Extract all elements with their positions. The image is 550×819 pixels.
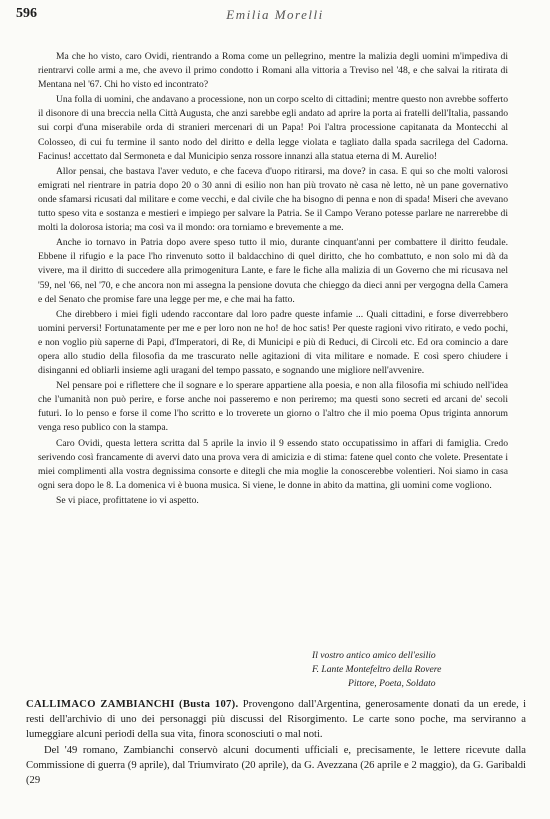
signature-titles: Pittore, Poeta, Soldato xyxy=(348,678,436,690)
letter-paragraph: Anche io tornavo in Patria dopo avere speso tutto il mio, durante cinquant'anni per combattere il diritto feudale. Ebbene il rifugio e la pace l'ho rinvenuto sotto il baldacchino di quel diritto, che ho combattuto, e non solo mi dà da vivere, ma il diritto di succedere alla primogenitura Lante, e fare le fiche alla malizia di un Governo che mi ricusava nel '59, nel '66, nel '70, e che ancora non mi assegna la pensione dovuta che chieggo da dieci anni per vergogna della Camera e del Senato che promise fare una legge per me, e che mai ha fatto. xyxy=(38,237,508,305)
letter-paragraph: Se vi piace, profittatene io vi aspetto. xyxy=(56,494,199,506)
letter-paragraph: Che direbbero i miei figli udendo raccontare dal loro padre queste infamie ... Quali cittadini, e forse diverrebbero uomini perversi! Fortunatamente per me e per loro non ne ho! de hoc satis! Per queste ragioni vivo ritirato, e vedo pochi, e non voglio più saperne di Papi, d'Imperatori, di Re, di Municipi e più di Reduci, di Circoli etc. Ed ora comincio a dare opera allo studio della filosofia da me trascurato nelle agitazioni di vita militare e nomade. E così spero chiudere i disinganni ed obliarli insieme agli uragani del tempo passato, e sognando une migliore nell'avvenire. xyxy=(38,308,508,377)
letter-paragraph: Una folla di uomini, che andavano a processione, non un corpo scelto di cittadini; mentre questo non avrebbe sofferto il disonore di una breccia nella Città Augusta, che anzi sarebbe egli andato ad aprire la porta ai fratelli dell'Italia, passando sui corpi d'una miserabile orda di stranieri mercenari di un Papa! Poi l'altra processione capitanata da Montecchi al Colosseo, di cui fu termine il santo nodo del diritto e della legge violata e tagliato dalla spada sacrilega del Cadorna. Facinus! accettato dal Sermoneta e dal Municipio senza rossore innanzi alla statua eterna di M. Aurelio! xyxy=(38,94,508,162)
section-busta: (Busta 107). xyxy=(179,699,239,710)
letter-paragraph: Allor pensai, che bastava l'aver veduto, e che faceva d'uopo ritirarsi, ma dove? in casa. E qui so che molti valorosi emigrati nel rientrare in patria dopo 20 o 30 anni di esilio non han più trovato nè casa nè letto, nè un pane governativo onde sfamarsi ricusati dal militare e come vecchi, e dal civile che ha bisogno di penna e non di spada! Miseri che avevano tutto speso vita e sostanza e mestieri e impiego per salvare la Patria. Se il Campo Verano potesse parlare ne narrerebbe di molti la dolorosa istoria; ma così va il mondo: ora torniamo e brevemente a me. xyxy=(38,165,508,234)
page-header xyxy=(16,6,534,26)
letter-paragraph: Nel pensare poi e riflettere che il sognare e lo sperare appartiene alla poesia, e non alla filosofia mi schiudo nell'idea che l'umanità non può perire, e forse anche noi passeremo e non periremo; ma questi sono secreti ed arcani de' secoli futuri. Io lo penso e forse il come l'ho scritto e lo troverete un giorno o l'altro che il mio poema Opus triginta annorum venga reso publico con la stampa. xyxy=(38,380,508,434)
signature-closing: Il vostro antico amico dell'esilio xyxy=(312,650,436,661)
section-intro: Provengono dall'Argentina, generosamente donati da un erede, i resti dell'archivio di uno dei personaggi più discussi del Risorgimento. Le carte sono poche, ma serviranno a lumeggiare alcuni periodi della sua vita, finora sconosciuti o mal noti. xyxy=(26,699,527,741)
signature-name: F. Lante Montefeltro della Rovere xyxy=(312,664,442,676)
letter-signature xyxy=(312,649,441,692)
running-head: Emilia Morelli xyxy=(226,7,324,22)
letter-paragraph: Ma che ho visto, caro Ovidi, rientrando a Roma come un pellegrino, mentre la malizia degli uomini m'impediva di rientrarvi colle armi a me, che avevo il primo condotto i Romani alla vittoria a Treviso nel '48, e che salvai la ritirata di Mentana nel '67. Chi ho visto ed incontrato? xyxy=(38,51,508,91)
page-number: 596 xyxy=(16,6,37,21)
section-title: CALLIMACO ZAMBIANCHI xyxy=(26,699,175,710)
archive-section xyxy=(26,697,526,788)
letter-body xyxy=(38,50,508,508)
letter-paragraph: Caro Ovidi, questa lettera scritta dal 5 aprile la invio il 9 essendo stato occupatissimo in affari di famiglia. Credo serivendo così francamente di avervi dato una prova vera di amicizia e di stima: fatene quel conto che volete. Presentate i miei complimenti alla vostra degnissima consorte e ditegli che mia moglie la conoscerebbe volentieri. Noi siamo in casa ogni sera dopo le 8. La domenica vi è buona musica. Si viene, le donne in abito da mattina, gli uomini come vogliono. xyxy=(38,437,508,491)
section-paragraph: Del '49 romano, Zambianchi conservò alcuni documenti ufficiali e, precisamente, le lettere ricevute dalla Commissione di guerra (9 aprile), dal Triumvirato (20 aprile), da G. Avezzana (26 aprile e 2 maggio), da G. Garibaldi (29 xyxy=(26,744,526,787)
